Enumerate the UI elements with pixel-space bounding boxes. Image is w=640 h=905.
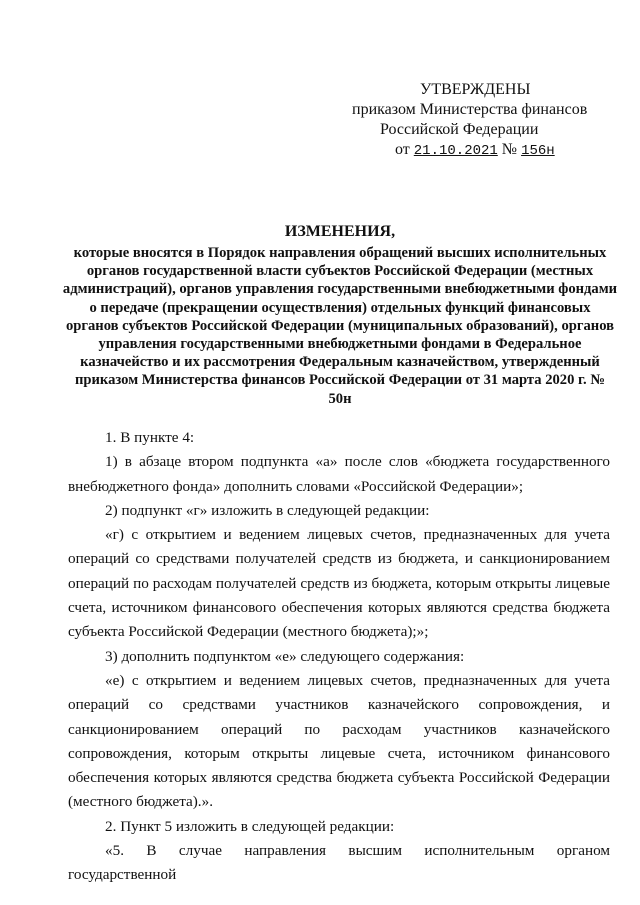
paragraph-item-5-start: «5. В случае направления высшим исполнительным органом государственной [68, 842, 610, 884]
approval-date-line [340, 140, 630, 161]
approval-order-line: приказом Министерства финансов [352, 101, 588, 118]
document-subtitle: которые вносятся в Порядок направления обращений высших исполнительных органов государственной власти субъектов Российской Федерации (местных администраций), органов управления государственными внебюджетными фондами о передаче (прекращении осуществления) отдельных функций финансовых органов субъектов Российской Федерации (муниципальных образований), органов управления государственными внебюджетными фондами в Федеральное казначейство и их рассмотрения Федеральным казначейством, утвержденный приказом Министерства финансов Российской Федерации от 31 марта 2020 г. № 50н [62, 245, 618, 407]
from-label: от [395, 141, 410, 158]
order-number: 156н [521, 143, 555, 159]
document-title: ИЗМЕНЕНИЯ, [284, 223, 396, 240]
paragraph-item-2: 2. Пункт 5 изложить в следующей редакции: [105, 817, 395, 835]
paragraph-item-1: 1. В пункте 4: [105, 429, 195, 446]
order-date: 21.10.2021 [413, 143, 498, 159]
document-body [68, 426, 610, 888]
approval-ministry-line: Российской Федерации [380, 121, 539, 138]
paragraph-subitem-3: 3) дополнить подпунктом «е» следующего содержания: [105, 647, 465, 665]
paragraph-subitem-1: 1) в абзаце втором подпункта «а» после слов «бюджета государственного внебюджетного фонда» дополнить словами «Российской Федерации»; [68, 453, 610, 495]
paragraph-subitem-2: 2) подпункт «г» изложить в следующей редакции: [105, 501, 430, 519]
number-sign: № [501, 141, 518, 158]
paragraph-g-text: «г) с открытием и ведением лицевых счетов, предназначенных для учета операций со средствами получателей средств из бюджета, и санкционированием операций по расходам получателей средств из бюджета, которым открыты лицевые счета, источником финансового обеспечения которых являются средства бюджета субъекта Российской Федерации (местного бюджета);»; [68, 526, 610, 641]
paragraph-e-text: «е) с открытием и ведением лицевых счетов, предназначенных для учета операций со средствами участников казначейского сопровождения, и санкционированием операций по расходам участников казначейского сопровождения, которым открыты лицевые счета, источником финансового обеспечения которых являются средства бюджета субъекта Российской Федерации (местного бюджета).». [68, 671, 610, 811]
approval-block [340, 80, 630, 161]
approval-heading: УТВЕРЖДЕНЫ [420, 81, 531, 98]
